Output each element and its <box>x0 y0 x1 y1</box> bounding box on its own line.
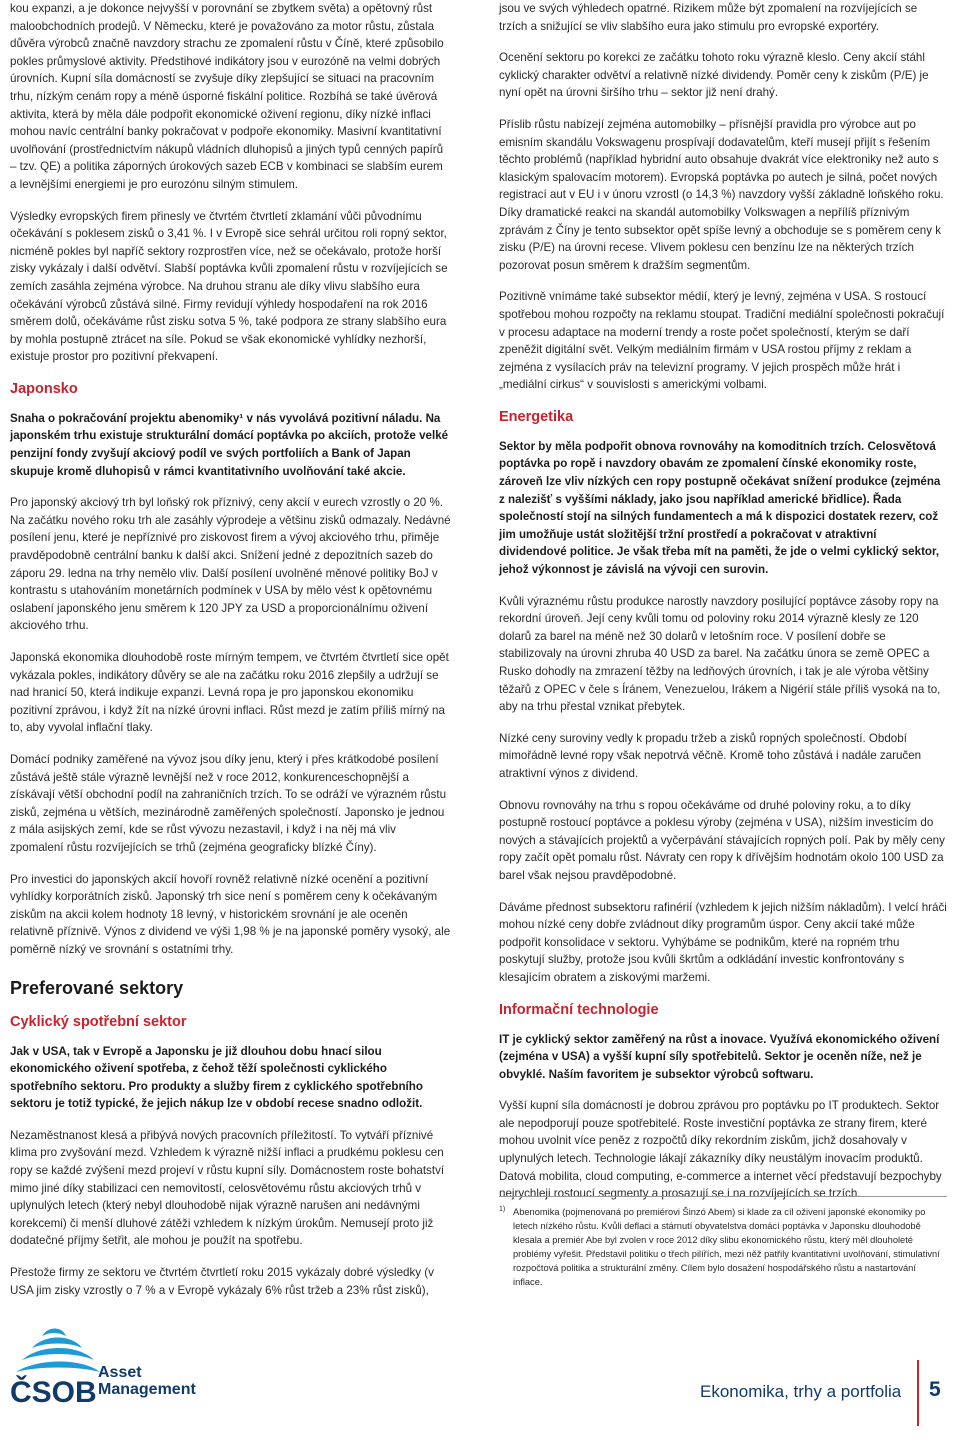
paragraph: Nízké ceny suroviny vedly k propadu tržeb a zisků ropných společností. Období mimořádně levné ropy však nepotrvá věčně. Kromě toho zůstává i nadále zaručen atraktivní výnos z dividend. <box>499 731 922 780</box>
logo-wordmark: ČSOB <box>10 1376 97 1409</box>
paragraph: Domácí podniky zaměřené na vývoz jsou díky jenu, který i přes krátkodobé posílení zůstává ještě stále výrazně levnější než v roce 2012, konkurenceschopnější a získávají větší obchodní podíl na zahraničních trzích. To se odráží ve výrazném růstu zisků, zejména u větších, mezinárodně zaměřených společností. Japonsko je jednou z mála asijských zemí, kde se růst vývozu nezastavil, i když i na něj má vliv zpomalení růstu rozvíjejících se trhů (zejména geograficky blízké Číny). <box>10 752 447 854</box>
paragraph: Pozitivně vnímáme také subsektor médií, který je levný, zejména v USA. S rostoucí spotřebou mohou rozpočty na reklamu stoupat. Tradiční mediální společnosti pokračují v procesu adaptace na moderní trendy a roste počet společností, kterým se daří zpeněžit digitální svět. Velkým mediálním firmám v USA rostou příjmy z reklam a zejména z vysílacích práv na televizní programy. V jejich prospěch může hrát i „mediální cirkus“ v souvislosti s americkými volbami. <box>499 290 945 392</box>
lead-paragraph: Snaha o pokračování projektu abenomiky¹ v nás vyvolává pozitivní náladu. Na japonském trhu existuje strukturální domácí poptávka po akciích, protože velké penzijní fondy zvyšují akciový podíl ve svých portfoliích a Bank of Japan skupuje kromě dluhopisů v rámci kvantitativního uvolňování také akcie. <box>10 411 449 478</box>
paragraph: Japonská ekonomika dlouhodobě roste mírným tempem, ve čtvrtém čtvrtletí sice opět vykázala pokles, indikátory důvěry se ale na začátku roku 2016 zlepšily a udržují se nad hranicí 50, která indikuje expanzi. Levná ropa je pro japonskou ekonomiku pozitivní zprávou, i když žít na nízké úrovni inflaci. Růst mezd je zatím příliš mírný na to, aby vyvolal inflační tlaky. <box>10 651 449 735</box>
paragraph: Kvůli výraznému růstu produkce narostly navzdory posilující poptávce zásoby ropy na rekordní úroveň. Její ceny kvůli tomu od poloviny roku 2014 výrazně klesly ze 120 dolarů za barel na méně než 30 dolarů v letošním roce. V posílení dobře se stabilizovaly na úrovni zhruba 40 USD za barel. Na začátku února se země OPEC a Rusko dohodly na zmrazení těžby na ledňových úrovních, i tak je ale výroba většiny těžařů z OPEC v čele s Íránem, Venezuelou, Irákem a Nigérií stále příliš vysoká na to, aby na trhu přestal vznikat přebytek. <box>499 594 941 714</box>
paragraph: Pro japonský akciový trh byl loňský rok příznivý, ceny akcií v eurech vzrostly o 20 %. Na začátku nového roku trh ale zasáhly výprodeje a většinu zisků odmazaly. Nedávné posílení jenu, které je nepříznivé pro ziskovost firem a vývoj akciového trhu, přiměje pravděpodobně centrální banku k další akci. Snížení jedné z depozitních sazeb do záporu 29. ledna na trhy nemělo vliv. Další posílení uvolněné měnové politiky BoJ v kontrastu s utahováním monetárních podmínek v USA by mělo vést k opětovnému oslabení japonského jenu směrem k 120 JPY za USD a proporcionálnímu oživení akciového trhu. <box>10 496 451 633</box>
brand-line-2: Management <box>98 1381 196 1398</box>
left-column <box>10 0 452 1313</box>
paragraph: kou expanzi, a je dokonce nejvyšší v porovnání se zbytkem světa) a opětovný růst maloobchodních prodejů. V Německu, které je považováno za motor růstu, zůstala důvěra výrobců značně navzdory strachu ze zpomalení růstu v Číně, které způsobilo pokles průmyslové aktivity. Předstihové indikátory jsou v eurozóně na velmi dobrých úrovních. Kupní síla domácností se zvyšuje díky zlepšující se situaci na pracovním trhu, nízkým cenám ropy a méně úsporné fiskální politice. Rozbíhá se také úvěrová aktivita, která by měla dále podpořit ekonomické oživení regionu, díky nízké inflaci mohou navíc centrální banky pokračovat v podpoře ekonomiky. Masivní kvantitativní uvolňování (prostřednictvím nákupů vládních dluhopisů a jiných typů cenných papírů – tzv. QE) a politika záporných úrokových sazeb ECB v kombinaci se slabším eurem a levnějšími energiemi je pro eurozónu silným stimulem. <box>10 2 444 191</box>
section-heading-energy: Energetika <box>499 408 574 425</box>
section-heading-it: Informační technologie <box>499 1001 659 1018</box>
brand-line-1: Asset <box>98 1364 142 1381</box>
section-heading-cyclical-consumer: Cyklický spotřební sektor <box>10 1013 187 1030</box>
lead-paragraph: IT je cyklický sektor zaměřený na růst a inovace. Využívá ekonomického oživení (zejména v USA) a vyšší kupní síly spotřebitelů. Sektor je oceněn níže, než je obvyklé. Naším favoritem je subsektor výrobců softwaru. <box>499 1032 940 1081</box>
footnote-text <box>499 1205 947 1289</box>
paragraph: Příslib růstu nabízejí zejména automobilky – přísnější pravidla pro výrobce aut po emisním skandálu Vokswagenu prospívají dodavatelům, kteří musejí přijít s řešením těchto problémů (například hybridní auto obsahuje dvakrát více elektroniky než auto s klasickým spalovacím motorem). Evropská poptávka po autech je silná, počet nových registrací aut v EU i v únoru vzrostl (o 14,3 %) navzdory vyšší základně loňského roku. Díky dramatické reakci na skandál automobilky Volkswagen a nepřílíš příznivým zprávám z Číny je tento subsektor opět spíše levný a obchoduje se s poměrem ceny k zisku (P/E) na úrovni recese. Vlivem poklesu cen benzínu lze na některých trzích pozorovat posun směrem k dražším segmentům. <box>499 117 944 272</box>
right-column <box>499 0 947 1217</box>
paragraph: Nezaměstnanost klesá a přibývá nových pracovních příležitostí. To vytváří příznivé klima pro zvyšování mezd. Vzhledem k výrazně nižší inflaci a prudkému poklesu cen ropy se každé zvýšení mezd projeví v růstu kupní síly. Domácnostem roste bohatství mimo jiné díky stabilizaci cen nemovitostí, celosvětovému růstu akciových trhů v uplynulých letech (který nebyl dlouhodobě nijak výrazně narušen ani nedávnými korekcemi) či menší dluhové zátěži vzhledem k nízkým úrokům. Nemusejí proto již dodatečné příjmy šetřit, ale mohou je použít na spotřebu. <box>10 1128 445 1248</box>
paragraph: Přestože firmy ze sektoru ve čtvrtém čtvrtletí roku 2015 vykázaly dobré výsledky (v USA jim zisky vzrostly o 7 % a v Evropě vykázaly 6% růst tržeb a 23% růst zisků), <box>10 1266 434 1297</box>
paragraph: Obnovu rovnováhy na trhu s ropou očekáváme od druhé poloviny roku, a to díky postupně rostoucí poptávce a poklesu výroby (zejména v USA), nižším investicím do nových a stávajících projektů a vyčerpávání stávajících ropných polí. Pak by měly ceny ropy začít opět pomalu růst. Návraty cen ropy k dřívějším hodnotám okolo 100 USD za barel však nejsou pravděpodobné. <box>499 798 945 882</box>
paragraph: Ocenění sektoru po korekci ze začátku tohoto roku výrazně kleslo. Ceny akcií stáhl cyklický charakter odvětví a relativně nízké dividendy. Poměr ceny k ziskům (P/E) je nyní opět na úrovni širšího trhu – sektor již není drahý. <box>499 51 929 100</box>
footnote-body: Abenomika (pojmenovaná po premiérovi Šinzó Abem) si klade za cíl oživení japonské ekonomiky po letech nízkého růstu. Kvůli deflaci a stárnutí obyvatelstva domácí poptávka v Japonsku dlouhodobě klesala a premiér Abe byl zvolen v roce 2012 díky slibu ekonomického růstu, který měl dlouholeté problémy vyřešit. Představil politiku o třech pilířích, mezi něž patřily kvantitativní uvolňování, stimulativní rozpočtová politika a strukturální změny. Cílem bylo dosažení hospodářského růstu a nastartování inflace. <box>513 1207 940 1287</box>
paragraph: Dáváme přednost subsektoru rafinérií (vzhledem k jejich nižším nákladům). I velcí hráči mohou nízké ceny dobře zvládnout díky programům úspor. Ceny akcií také může podpořit konsolidace v sektoru. Vyhýbáme se podnikům, které na ropném trhu poskytují služby, protože jsou kvůli škrtům a odkládání investic konfrontovány s klesajícím obratem a ziskovými maržemi. <box>499 900 947 984</box>
paragraph: Vyšší kupní síla domácností je dobrou zprávou pro poptávku po IT produktech. Sektor ale nepodporují pouze spotřebitelé. Roste investiční poptávka ze strany firem, které mohou uvolnit více peněz z rozpočtů díky rekordním ziskům, jichž dosahovaly v uplynulých letech. Technologie lákají zákazníky díky neustálým inovacím produktů. Datová mobilita, cloud computing, e-commerce a internet věcí představují bezpochyby nejrychleji rostoucí segmenty a prosazují se i na rozvíjejících se trzích. <box>499 1099 942 1201</box>
paragraph: jsou ve svých výhledech opatrné. Rizikem může být zpomalení na rozvíjejících se trzích a snižující se vliv slabšího eura jako stimulu pro evropské exportéry. <box>499 2 918 33</box>
footnote-marker: 1) <box>499 1206 506 1213</box>
brand-name <box>98 1364 196 1398</box>
lead-paragraph: Sektor by měla podpořit obnova rovnováhy na komoditních trzích. Celosvětová poptávka po ropě i navzdory obavám ze zpomalení čínské ekonomiky roste, zároveň lze vliv nízkých cen ropy postupně očekávat snížení produkce (zejména z nalezišť s vyššími náklady, jako jsou například americké břidlice). Řada společností stojí na silných fundamentech a má k dispozici dostatek rezerv, což jim umožňuje ustát složitější tržní prostředí a pokračovat v atraktivní dividendové politice. Je však třeba mít na paměti, že jde o velmi cyklický sektor, jehož výkonnost je závislá na vývoji cen surovin. <box>499 439 941 577</box>
footnote <box>499 1196 947 1289</box>
paragraph: Pro investici do japonských akcií hovoří rovněž relativně nízké ocenění a pozitivní vyhlídky korporátních zisků. Japonský trh sice není s poměrem ceny k očekávaným ziskům na akcii kolem hodnoty 18 levný, v historickém srovnání je ale oceněn relativně příznivě. Výnos z dividend ve výši 1,98 % je na japonské poměry vysoký, ale poměrně nízký ve srovnání s ostatními trhy. <box>10 872 451 956</box>
lead-paragraph: Jak v USA, tak v Evropě a Japonsku je již dlouhou dobu hnací silou ekonomického oživení spotřeba, z čehož těží společnosti cyklického spotřebního sektoru. Pro produkty a služby firem z cyklického spotřebního sektoru je totiž typické, že jejich nákup lze v období recese snadno odložit. <box>10 1044 423 1111</box>
section-heading-japonsko: Japonsko <box>10 380 78 397</box>
section-title-preferred-sectors: Preferované sektory <box>10 977 184 998</box>
paragraph: Výsledky evropských firem přinesly ve čtvrtém čtvrtletí zklamání vůči původnímu očekávání s poklesem zisků o 3,41 %. I v Evropě sice sehrál určitou roli ropný sektor, nicméně pokles byl napříč sektory rozprostřen více, než se očekávalo, protože horší zisky vykázaly i další odvětví. Slabší poptávka kvůli zpomalení růstu v rozvíjejících se zemích zasáhla zejména výrobce. Na druhou stranu ale díky vlivu slabšího eura očekávání výrobců zůstává silné. Firmy revidují výhledy hospodaření na rok 2016 směrem dolů, očekáváme růst zisku sotva 5 %, také podpora ze strany slabšího eura by mohla postupně ztrácet na síle. Pokud se však ekonomické vyhlídky nezhorší, existuje prostor pro pozitivní překvapení. <box>10 209 448 364</box>
footer-divider <box>917 1360 919 1426</box>
publication-title: Ekonomika, trhy a portfolia <box>700 1382 902 1401</box>
logo-wave-icon <box>16 1329 100 1373</box>
page-number: 5 <box>929 1378 941 1401</box>
